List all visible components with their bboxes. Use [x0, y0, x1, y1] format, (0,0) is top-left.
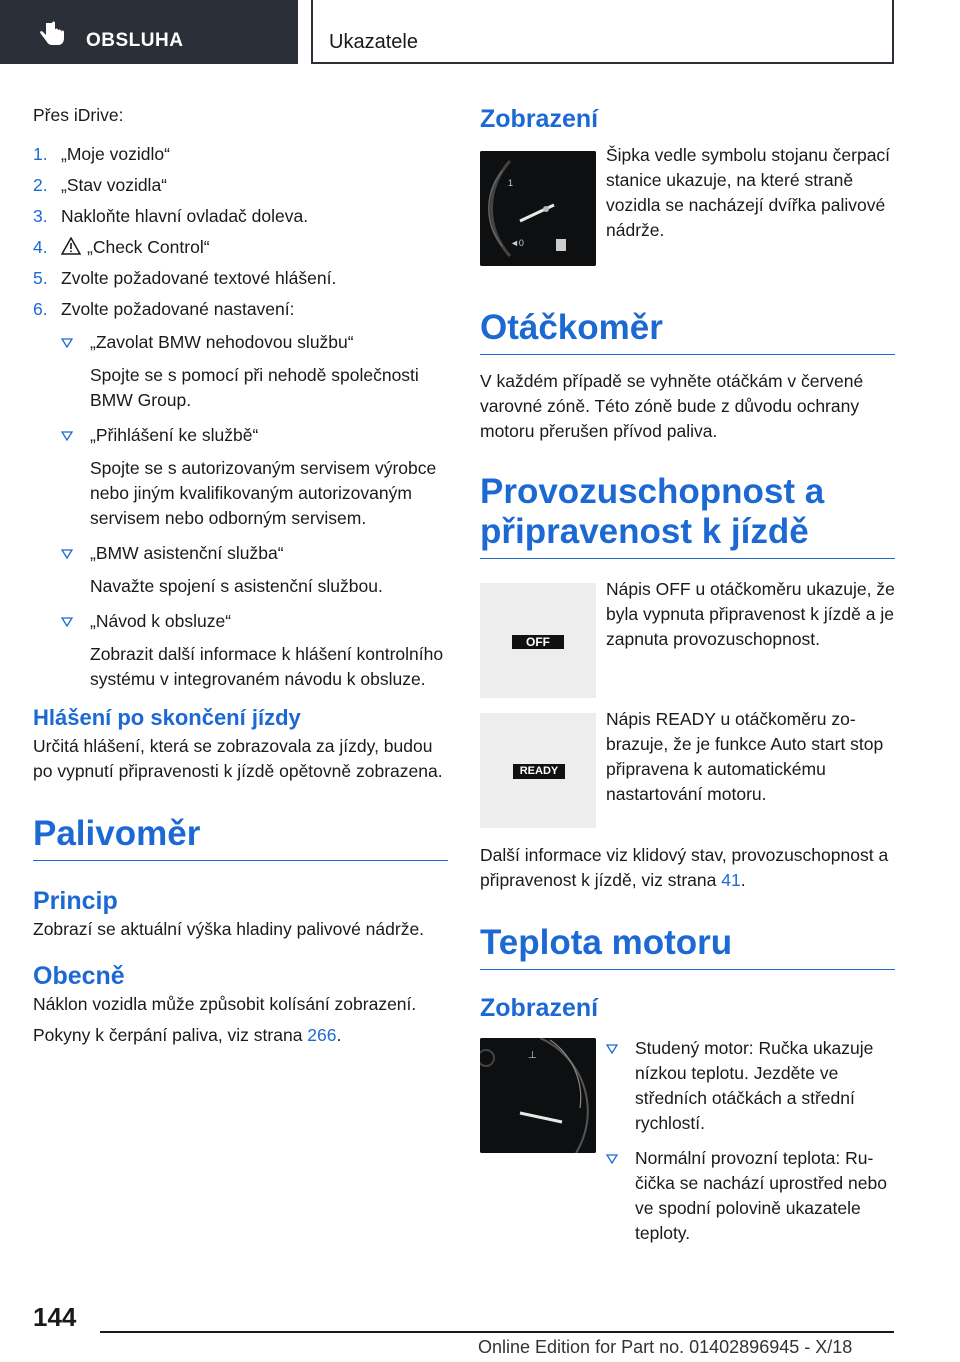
step-number: 2.: [33, 175, 48, 195]
triangle-bullet-icon: [61, 617, 73, 627]
end-heading: Hlášení po skončení jízdy: [33, 705, 301, 730]
ready-image: [480, 713, 596, 828]
page-number: 144: [33, 1302, 77, 1332]
tacho-text: V každém případě se vyhněte otáčkám v červené varovné zóně. Této zóně bude z důvodu ochrany motoru přerušen přívod paliva.: [480, 371, 864, 441]
intro-text: Přes iDrive:: [33, 105, 124, 125]
temp-item-text: Studený motor: Ručka ukazuje nízkou teplotu. Jezděte ve středních otáčkách a střední rychlostí.: [635, 1038, 874, 1133]
step-number: 6.: [33, 299, 48, 319]
step-item: [33, 266, 448, 291]
fuel-heading: Palivoměr: [33, 814, 448, 861]
option-title: „BMW asistenční služba“: [90, 543, 284, 563]
step-text: „Moje vozidlo“: [61, 144, 170, 164]
triangle-bullet-icon: [61, 338, 73, 348]
section-label: OBSLUHA: [86, 30, 184, 51]
temp-heading: Teplota motoru: [480, 923, 895, 970]
temp-row: [480, 1036, 895, 1246]
temp-item: [606, 1146, 895, 1246]
step-number: 3.: [33, 206, 48, 226]
off-text: Nápis OFF u otáčkoměru ukazuje, že byla vypnuta připravenost k jízdě a je zapnuta provozuschopnost.: [606, 579, 895, 649]
refuel-text: [33, 1023, 448, 1048]
svg-text:◄0: ◄0: [510, 238, 524, 248]
tacho-heading: Otáčkoměr: [480, 308, 895, 355]
step-text: Zvolte požadované nastavení:: [61, 299, 295, 319]
option-desc: Navažte spojení s asistenční službou.: [90, 576, 383, 596]
off-row: [480, 577, 895, 701]
temp-gauge-image: [480, 1038, 596, 1153]
footer-divider: [100, 1331, 894, 1333]
edition-text: Online Edition for Part no. 01402896945 - X/18: [478, 1337, 853, 1357]
option-title: „Přihlášení ke službě“: [90, 425, 259, 445]
ready-badge: READY: [513, 764, 565, 779]
svg-text:⊥: ⊥: [528, 1050, 537, 1061]
general-heading: Obecně: [33, 962, 125, 990]
end-text: Určitá hlášení, která se zobrazovala za jízdy, budou po vypnutí připravenosti k jízdě opětovně zobrazena.: [33, 736, 443, 781]
option-desc: Spojte se s autorizovaným servisem výrobce nebo jiným kvalifikovaným autorizovaným servisem nebo odborným servisem.: [90, 458, 437, 528]
chapter-tab: [311, 0, 894, 64]
temp-display-heading: Zobrazení: [480, 994, 599, 1022]
ready-heading: Provozuschopnost a připravenost k jízdě: [480, 472, 895, 559]
option-item: [61, 541, 448, 599]
step-text: „Stav vozidla“: [61, 175, 168, 195]
more-page-link[interactable]: 41: [721, 870, 741, 890]
right-column: [480, 103, 895, 1256]
general-text: Náklon vozidla může způsobit kolísání zobrazení.: [33, 994, 417, 1014]
step-number: 4.: [33, 237, 48, 257]
step-text: Nakloňte hlavní ovladač doleva.: [61, 206, 309, 226]
ready-row: [480, 707, 895, 837]
display-heading: Zobrazení: [480, 105, 599, 133]
off-image: [480, 583, 596, 698]
more-text-main: Další informace viz klidový stav, provozuschopnost a připravenost k jízdě, viz strana: [480, 845, 889, 890]
more-text: [480, 843, 895, 893]
principle-text: Zobrazí se aktuální výška hladiny palivové nádrže.: [33, 919, 425, 939]
step-item: [33, 297, 448, 692]
refuel-page-link[interactable]: 266: [307, 1025, 337, 1045]
options-list: [61, 330, 448, 692]
left-column: [33, 103, 448, 1054]
triangle-bullet-icon: [61, 549, 73, 559]
ready-text: Nápis READY u otáčkoměru zobrazuje, že je funkce Auto start stop připravena k automatickému nastartování motoru.: [606, 709, 884, 804]
step-item: [33, 173, 448, 198]
fuel-gauge-image: [480, 151, 596, 266]
svg-text:1: 1: [508, 178, 514, 188]
step-item: [33, 204, 448, 229]
fuel-display-row: [480, 143, 895, 268]
triangle-bullet-icon: [606, 1044, 618, 1054]
step-number: 5.: [33, 268, 48, 288]
steps-list: [33, 142, 448, 692]
principle-heading: Princip: [33, 887, 118, 915]
triangle-bullet-icon: [606, 1154, 618, 1164]
triangle-bullet-icon: [61, 431, 73, 441]
warning-triangle-icon: [61, 237, 81, 255]
option-item: [61, 423, 448, 531]
option-title: „Návod k obsluze“: [90, 611, 232, 631]
option-desc: Zobrazit další informace k hlášení kontrolního systému v integrovaném návodu k obsluze.: [90, 644, 444, 689]
temp-list: [606, 1036, 895, 1246]
step-item: [33, 235, 448, 260]
option-item: [61, 330, 448, 413]
more-text-end: .: [740, 870, 746, 890]
section-tab: [0, 0, 298, 64]
hand-pointer-icon: [38, 21, 66, 47]
option-item: [61, 609, 448, 692]
step-item: [33, 142, 448, 167]
refuel-text-end: .: [336, 1025, 342, 1045]
chapter-label: Ukazatele: [329, 31, 418, 53]
step-text: „Check Control“: [87, 237, 210, 257]
temp-item: [606, 1036, 895, 1136]
refuel-text-main: Pokyny k čerpání paliva, viz strana: [33, 1025, 308, 1045]
step-text: Zvolte požadované textové hlášení.: [61, 268, 337, 288]
option-title: „Zavolat BMW nehodovou službu“: [90, 332, 354, 352]
temp-item-text: Normální provozní teplota: Ručička se nachází uprostřed nebo ve spodní polovině ukazatele teploty.: [635, 1148, 887, 1243]
option-desc: Spojte se s pomocí při nehodě společnosti BMW Group.: [90, 365, 419, 410]
step-number: 1.: [33, 144, 48, 164]
off-badge: OFF: [512, 635, 564, 649]
display-text: Šipka vedle symbolu stojanu čerpací stanice ukazuje, na které straně vozidla se nacházejí dvířka palivové nádrže.: [606, 145, 891, 240]
